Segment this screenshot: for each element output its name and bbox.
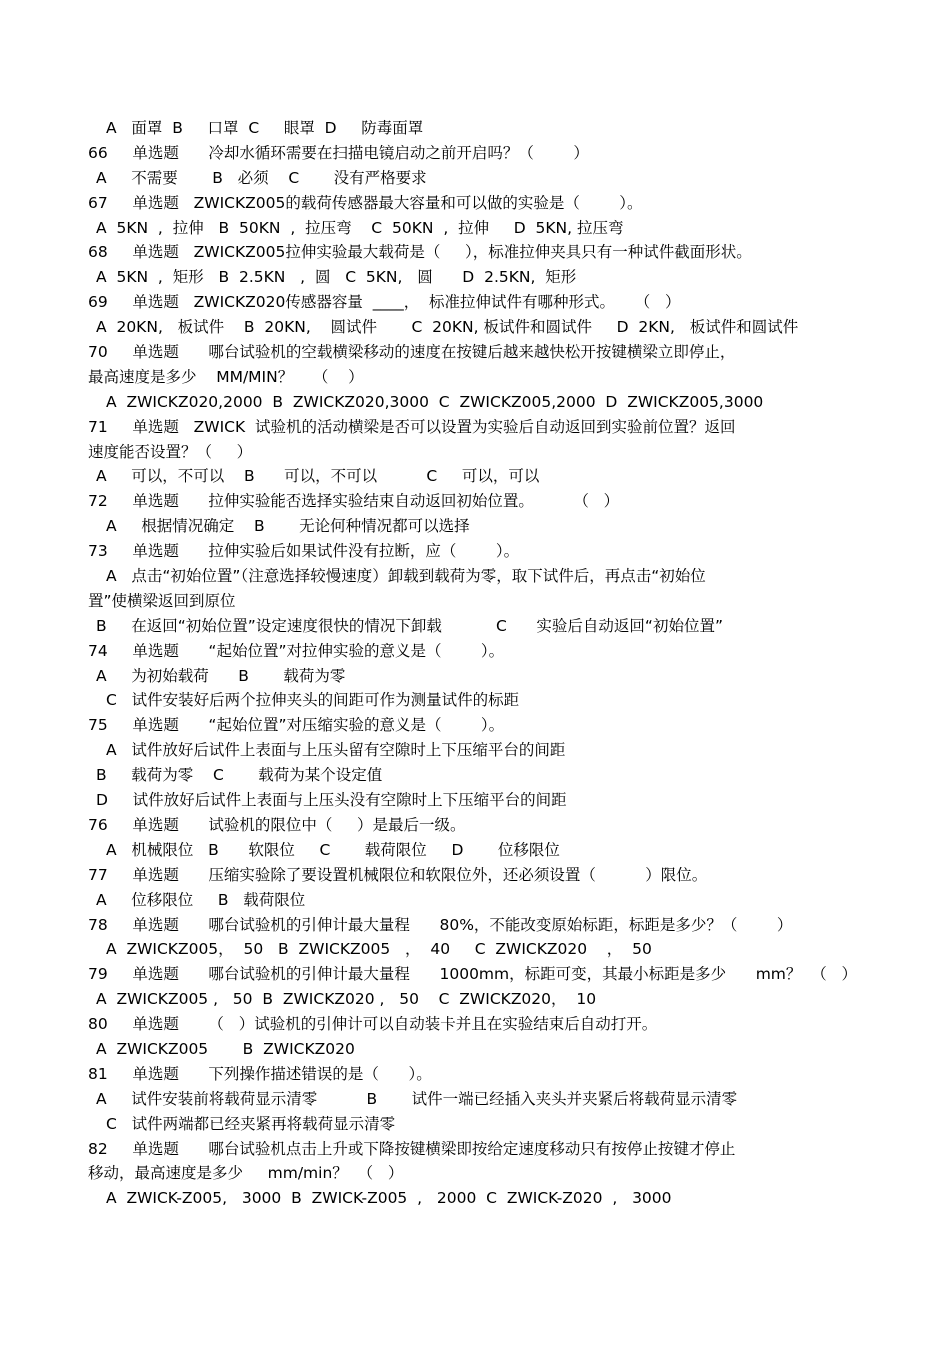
question-list: [0, 116, 950, 1211]
text-line: 79 单选题 哪台试验机的引伸计最大量程 1000mm，标距可变，其最小标距是多少 mm？ （ ）: [88, 965, 858, 984]
text-line: A 位移限位 B 载荷限位: [96, 890, 306, 909]
text-line: A 试件安装前将载荷显示清零 B 试件一端已经插入夹头并夹紧后将载荷显示清零: [96, 1089, 738, 1108]
text-line: C 试件两端都已经夹紧再将载荷显示清零: [106, 1114, 396, 1133]
text-line: 置”使横梁返回到原位: [88, 591, 236, 610]
text-line: A 面罩 B 口罩 C 眼罩 D 防毒面罩: [106, 119, 424, 137]
text-line: A 20KN, 板试件 B 20KN, 圆试件 C 20KN, 板试件和圆试件 D 2KN, 板试件和圆试件: [96, 318, 799, 337]
text-line: 66 单选题 冷却水循环需要在扫描电镜启动之前开启吗？（ ）: [88, 143, 589, 162]
text-line: A ZWICKZ020,2000 B ZWICKZ020,3000 C ZWICKZ005,2000 D ZWICKZ005,3000: [106, 392, 764, 411]
text-line: A ZWICK-Z005, 3000 B ZWICK-Z005 , 2000 C ZWICK-Z020 , 3000: [106, 1189, 672, 1208]
text-line: A ZWICKZ005 , 50 B ZWICKZ020 , 50 C ZWICKZ020， 10: [96, 990, 597, 1009]
text-line: A 点击“初始位置”（注意选择较慢速度）卸载到载荷为零，取下试件后，再点击“初始位: [106, 567, 706, 586]
text-line: 72 单选题 拉伸实验能否选择实验结束自动返回初始位置。 （ ）: [88, 492, 620, 511]
text-line: 80 单选题 （ ）试验机的引伸计可以自动装卡并且在实验结束后自动打开。: [88, 1015, 658, 1034]
text-line: A 5KN , 拉伸 B 50KN , 拉压弯 C 50KN , 拉伸 D 5KN, 拉压弯: [96, 218, 624, 237]
text-line: 78 单选题 哪台试验机的引伸计最大量程 80%，不能改变原始标距，标距是多少？（ ）: [88, 915, 793, 934]
text-line: A 根据情况确定 B 无论何种情况都可以选择: [106, 517, 470, 536]
text-line: A 可以，不可以 B 可以，不可以 C 可以，可以: [96, 467, 540, 486]
text-line: 73 单选题 拉伸实验后如果试件没有拉断，应（ ）。: [88, 542, 520, 561]
text-line: A 5KN , 矩形 B 2.5KN , 圆 C 5KN, 圆 D 2.5KN, 矩形: [96, 268, 577, 287]
text-line: 77 单选题 压缩实验除了要设置机械限位和软限位外，还必须设置（ ）限位。: [88, 865, 708, 884]
text-line: 移动，最高速度是多少 mm/min？ （ ）: [88, 1164, 404, 1183]
text-line: 70 单选题 哪台试验机的空载横梁移动的速度在按键后越来越快松开按键横梁立即停止，: [88, 343, 736, 362]
text-line: B 在返回“初始位置”设定速度很快的情况下卸载 C 实验后自动返回“初始位置”: [96, 616, 723, 635]
text-line: 速度能否设置？（ ）: [88, 442, 253, 461]
text-line: A 机械限位 B 软限位 C 载荷限位 D 位移限位: [106, 840, 560, 859]
text-line: 最高速度是多少 MM/MIN？ （ ）: [88, 367, 364, 386]
text-line: A 为初始载荷 B 载荷为零: [96, 666, 346, 685]
text-line: B 载荷为零 C 载荷为某个设定值: [96, 766, 383, 785]
text-line: 75 单选题 “起始位置”对压缩实验的意义是（ ）。: [88, 716, 505, 735]
text-line: A 试件放好后试件上表面与上压头留有空隙时上下压缩平台的间距: [106, 741, 566, 760]
text-line: 81 单选题 下列操作描述错误的是（ ）。: [88, 1064, 432, 1083]
text-line: A 不需要 B 必须 C 没有严格要求: [96, 168, 427, 187]
text-line: 76 单选题 试验机的限位中（ ）是最后一级。: [88, 815, 466, 834]
text-line: 82 单选题 哪台试验机点击上升或下降按键横梁即按给定速度移动只有按停止按键才停止: [88, 1139, 736, 1158]
text-line: 74 单选题 “起始位置”对拉伸实验的意义是（ ）。: [88, 641, 505, 660]
text-line: 68 单选题 ZWICKZ005拉伸实验最大载荷是（ ），标准拉伸夹具只有一种试件截面形状。: [88, 243, 752, 262]
text-line: A ZWICKZ005 B ZWICKZ020: [96, 1039, 355, 1058]
text-line: 67 单选题 ZWICKZ005的载荷传感器最大容量和可以做的实验是（ ）。: [88, 193, 643, 212]
text-line: A ZWICKZ005， 50 B ZWICKZ005 ， 40 C ZWICKZ020 ， 50: [106, 940, 652, 959]
text-line: 71 单选题 ZWICK 试验机的活动横梁是否可以设置为实验后自动返回到实验前位置？返回: [88, 417, 736, 436]
text-line: 69 单选题 ZWICKZ020传感器容量 ____， 标准拉伸试件有哪种形式。 （ ）: [88, 293, 681, 312]
text-line: D 试件放好后试件上表面与上压头没有空隙时上下压缩平台的间距: [96, 791, 567, 810]
text-line: C 试件安装好后两个拉伸夹头的间距可作为测量试件的标距: [106, 691, 520, 710]
